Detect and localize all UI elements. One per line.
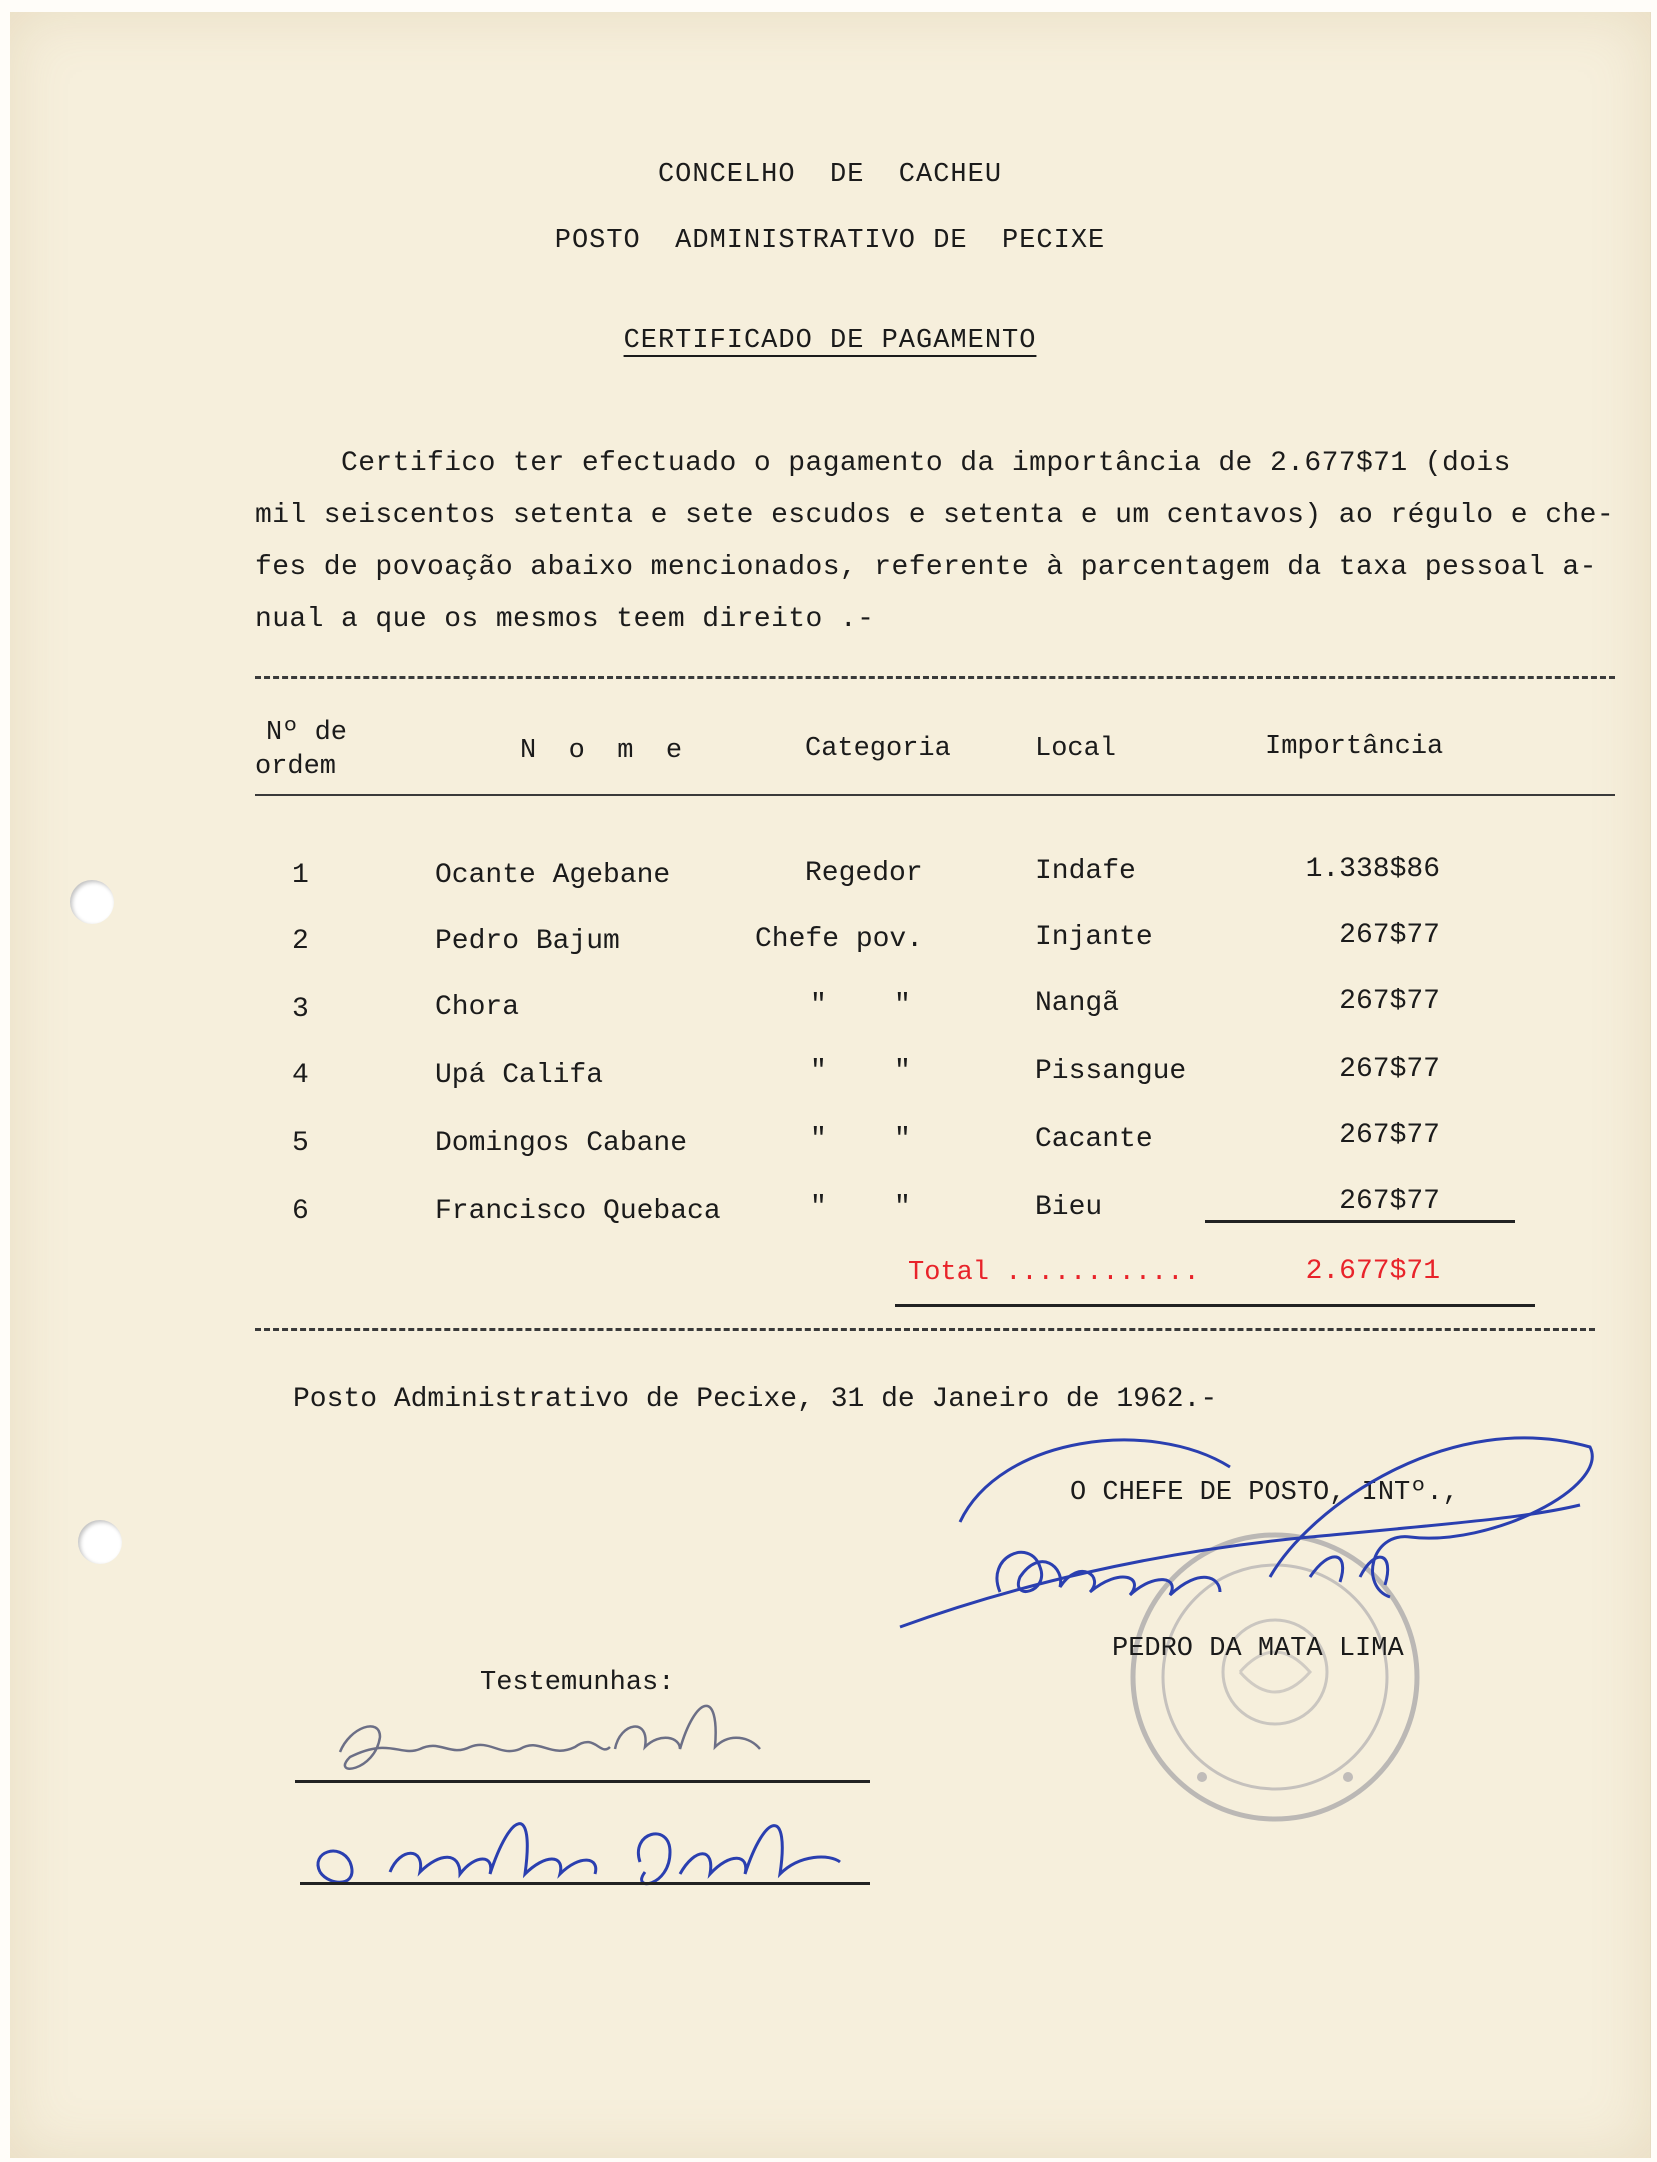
total-underline <box>895 1304 1535 1307</box>
document-title: CERTIFICADO DE PAGAMENTO <box>623 326 1037 356</box>
place-date: Posto Administrativo de Pecixe, 31 de Janeiro de 1962.- <box>293 1384 1218 1415</box>
total-label: Total ............ <box>908 1258 1200 1288</box>
witness-line-1 <box>295 1780 870 1783</box>
header-ordem-1: Nº de <box>266 718 348 748</box>
row-nome: Upá Califa <box>435 1060 604 1091</box>
chefe-name: PEDRO DA MATA LIMA <box>1112 1634 1404 1664</box>
document-sheet <box>10 12 1651 2158</box>
row-local: Bieu <box>1035 1192 1103 1223</box>
witness-signature-2 <box>310 1792 870 1902</box>
row-nome: Ocante Agebane <box>435 860 671 891</box>
header-categoria: Categoria <box>805 734 951 764</box>
table-bottom-rule <box>255 1328 1595 1331</box>
row-number: 4 <box>292 1060 309 1091</box>
row-number: 2 <box>292 926 309 957</box>
punch-hole <box>78 1520 122 1564</box>
witnesses-label: Testemunhas: <box>480 1668 675 1698</box>
chefe-title: O CHEFE DE POSTO, INTº., <box>1070 1478 1459 1508</box>
row-local: Pissangue <box>1035 1056 1187 1087</box>
header-posto: POSTO ADMINISTRATIVO DE PECIXE <box>554 226 1106 256</box>
body-line-4: nual a que os mesmos teem direito .- <box>255 604 875 635</box>
table-top-rule <box>255 676 1615 679</box>
row-categoria: " " <box>810 1192 911 1223</box>
row-local: Indafe <box>1035 856 1136 887</box>
chefe-signature <box>890 1427 1610 1647</box>
row-importancia: 267$77 <box>1339 986 1440 1017</box>
witness-line-2 <box>300 1882 870 1885</box>
body-line-1: Certifico ter efectuado o pagamento da importância de 2.677$71 (dois <box>255 448 1511 479</box>
header-concelho: CONCELHO DE CACHEU <box>657 160 1003 190</box>
header-ordem-2: ordem <box>255 752 337 782</box>
row-categoria: Regedor <box>805 858 923 889</box>
row-number: 5 <box>292 1128 309 1159</box>
header-local: Local <box>1035 734 1117 764</box>
subtotal-underline <box>1205 1220 1515 1223</box>
punch-hole <box>70 880 114 924</box>
row-importancia: 1.338$86 <box>1305 854 1440 885</box>
row-number: 3 <box>292 994 309 1025</box>
body-line-2: mil seiscentos setenta e sete escudos e setenta e um centavos) ao régulo e che- <box>255 500 1615 531</box>
row-importancia: 267$77 <box>1339 1120 1440 1151</box>
row-nome: Francisco Quebaca <box>435 1196 721 1227</box>
row-importancia: 267$77 <box>1339 1054 1440 1085</box>
row-categoria: " " <box>810 1056 911 1087</box>
total-value: 2.677$71 <box>1305 1256 1440 1287</box>
body-line-3: fes de povoação abaixo mencionados, referente à parcentagem da taxa pessoal a- <box>255 552 1597 583</box>
row-local: Cacante <box>1035 1124 1153 1155</box>
header-importancia: Importância <box>1265 732 1444 762</box>
row-categoria: Chefe pov. <box>755 924 924 955</box>
row-categoria: " " <box>810 1124 911 1155</box>
row-nome: Chora <box>435 992 520 1023</box>
row-number: 6 <box>292 1196 309 1227</box>
row-local: Injante <box>1035 922 1153 953</box>
table-header-rule <box>255 794 1615 796</box>
row-nome: Pedro Bajum <box>435 926 620 957</box>
witness-signature-1 <box>310 1677 790 1787</box>
row-nome: Domingos Cabane <box>435 1128 688 1159</box>
header-nome: N o m e <box>520 736 683 766</box>
row-number: 1 <box>292 860 309 891</box>
row-categoria: " " <box>810 990 911 1021</box>
row-local: Nangã <box>1035 988 1120 1019</box>
row-importancia: 267$77 <box>1339 920 1440 951</box>
row-importancia: 267$77 <box>1339 1186 1440 1217</box>
